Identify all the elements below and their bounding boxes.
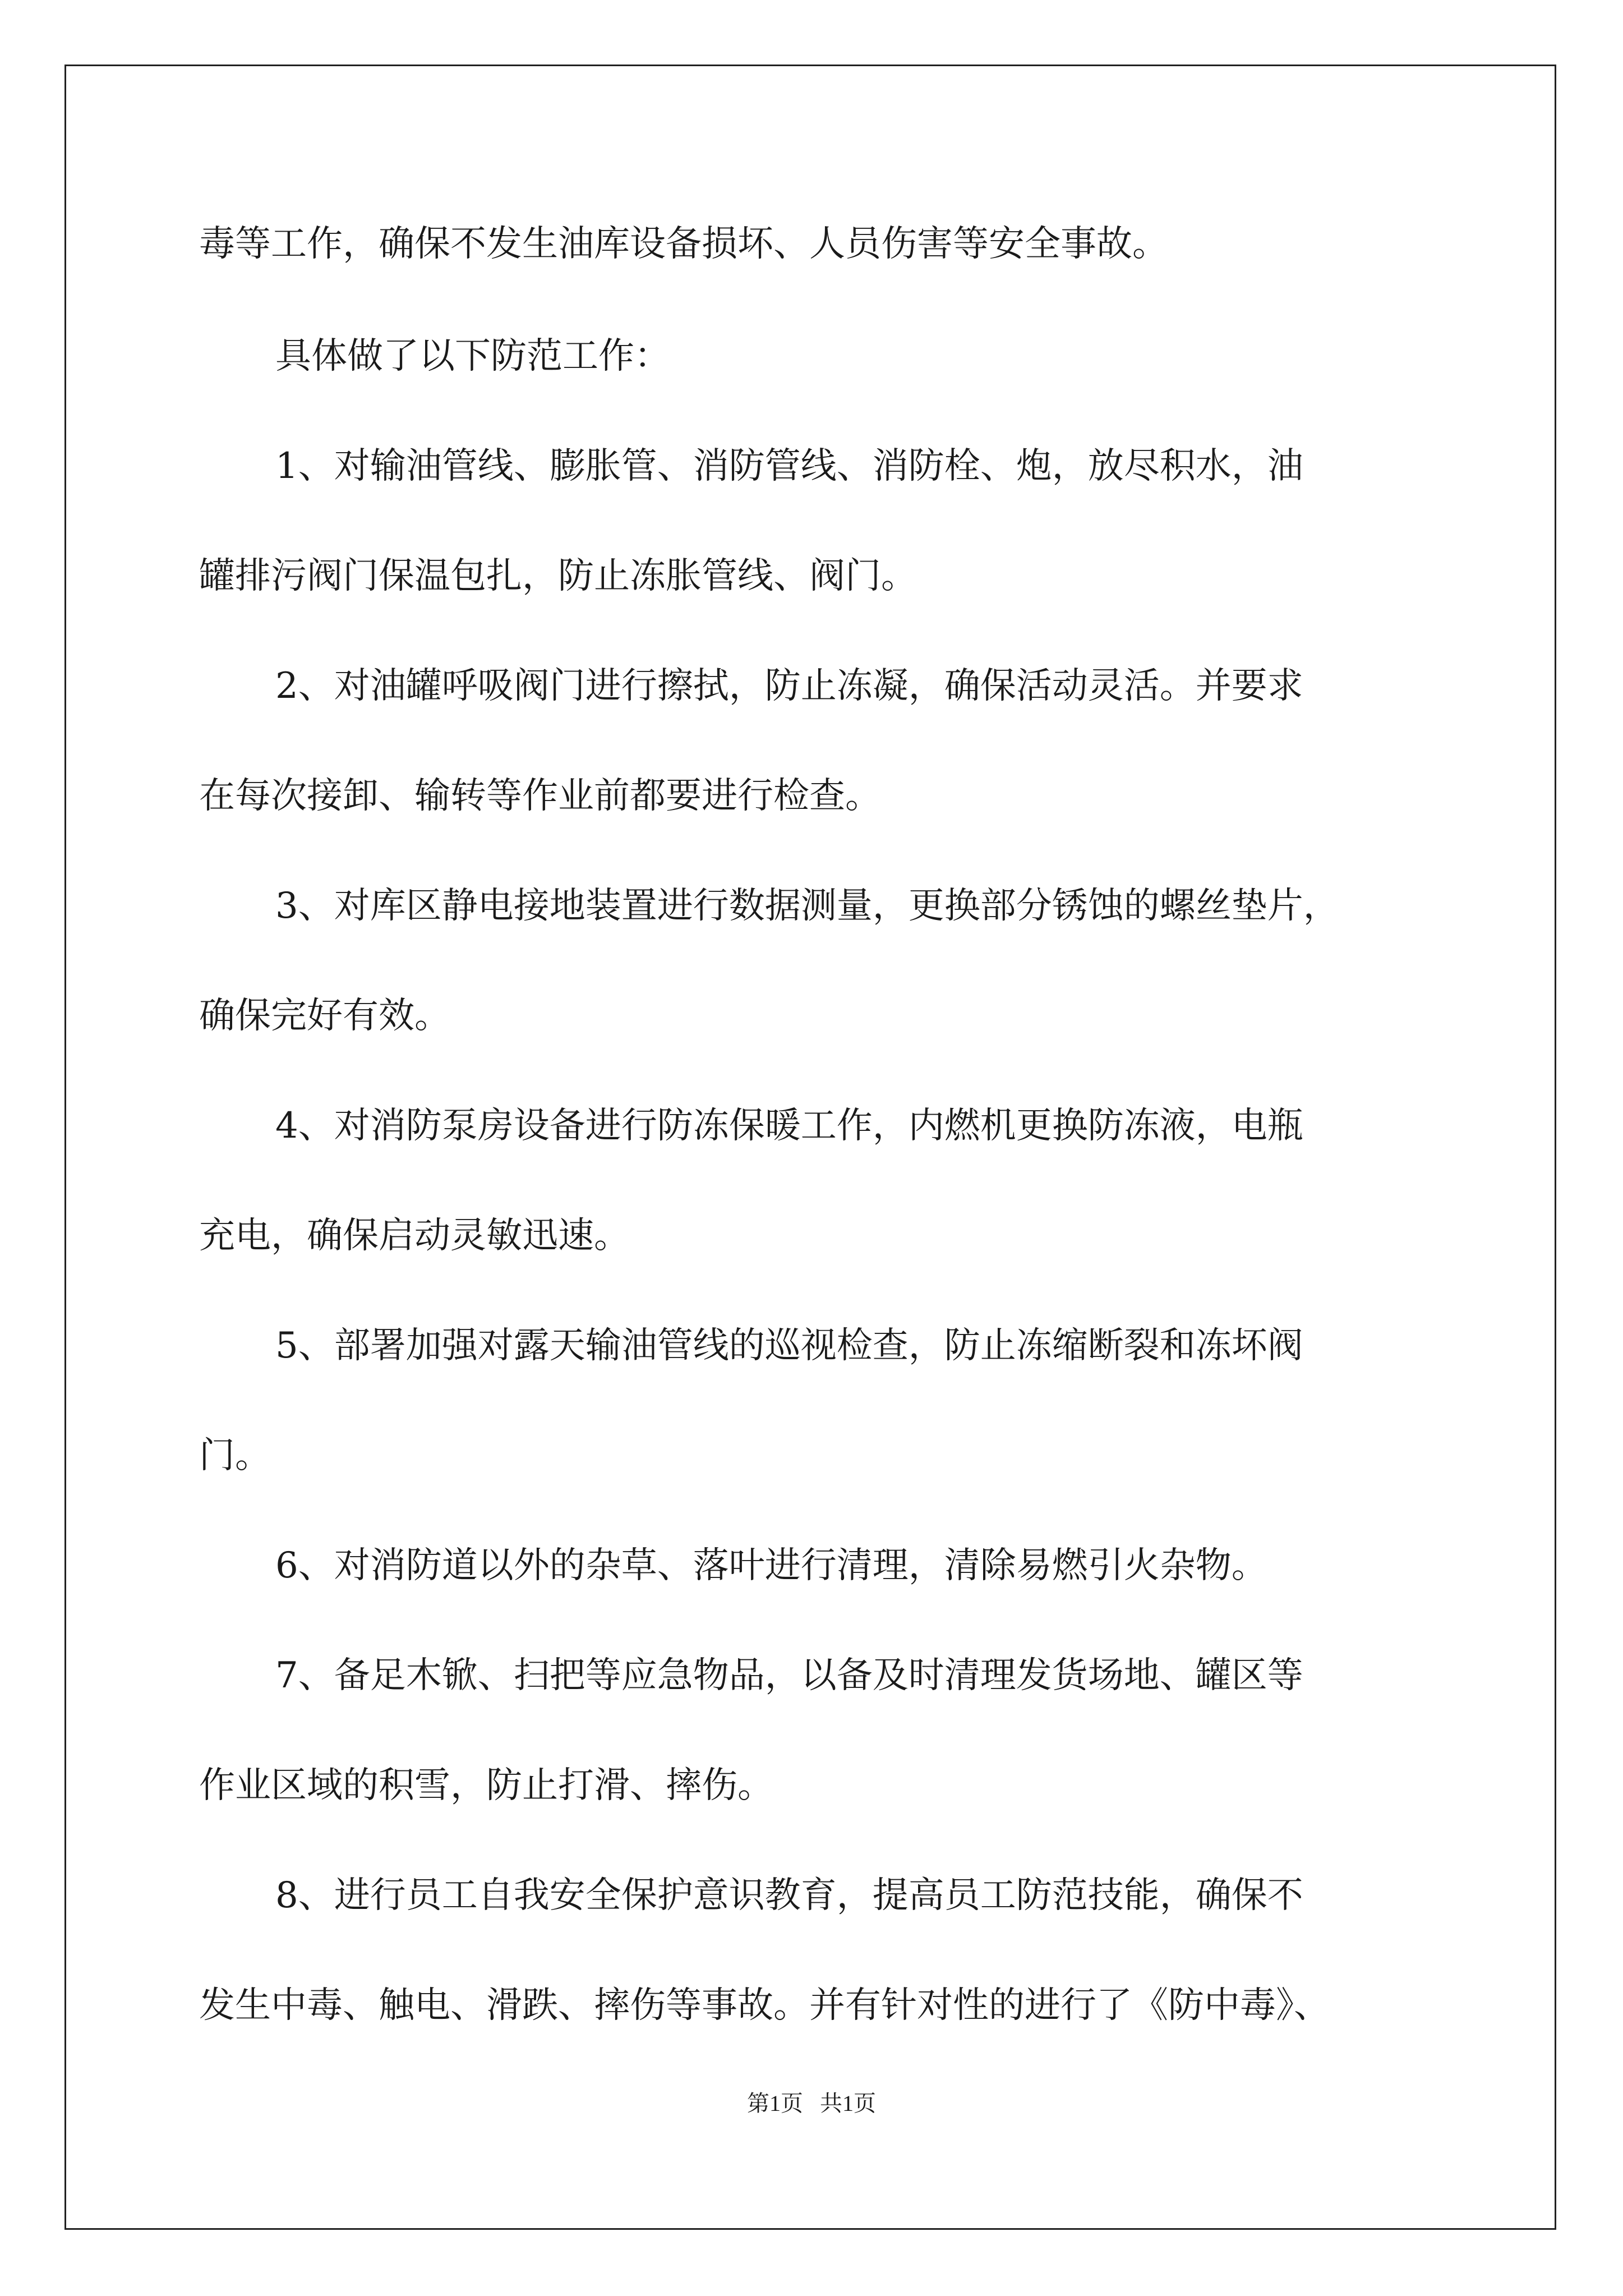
text-line-14: 7、备足木锨、扫把等应急物品，以备及时清理发货场地、罐区等 (275, 1655, 1303, 1696)
text-line-8: 确保完好有效。 (199, 995, 450, 1037)
text-line-15: 作业区域的积雪，防止打滑、摔伤。 (199, 1765, 773, 1806)
text-line-5: 2、对油罐呼吸阀门进行擦拭，防止冻凝，确保活动灵活。并要求 (275, 665, 1303, 707)
text-line-2: 具体做了以下防范工作： (275, 335, 670, 377)
text-line-10: 充电，确保启动灵敏迅速。 (199, 1215, 630, 1257)
text-line-6: 在每次接卸、输转等作业前都要进行检查。 (199, 775, 881, 817)
text-line-16: 8、进行员工自我安全保护意识教育，提高员工防范技能，确保不 (275, 1875, 1303, 1916)
text-line-12: 门。 (199, 1435, 271, 1476)
text-line-7: 3、对库区静电接地装置进行数据测量，更换部分锈蚀的螺丝垫片， (275, 885, 1339, 927)
text-line-11: 5、部署加强对露天输油管线的巡视检查，防止冻缩断裂和冻坏阀 (275, 1325, 1303, 1366)
text-line-13: 6、对消防道以外的杂草、落叶进行清理，清除易燃引火杂物。 (275, 1545, 1267, 1586)
text-line-1: 毒等工作，确保不发生油库设备损坏、人员伤害等安全事故。 (199, 223, 1168, 265)
text-line-3: 1、对输油管线、膨胀管、消防管线、消防栓、炮，放尽积水，油 (275, 445, 1303, 487)
page-number-footer: 第1页 共1页 (747, 2091, 876, 2116)
text-line-4: 罐排污阀门保温包扎，防止冻胀管线、阀门。 (199, 555, 917, 597)
text-line-17: 发生中毒、触电、滑跌、摔伤等事故。并有针对性的进行了《防中毒》、 (199, 1985, 1330, 2026)
text-line-9: 4、对消防泵房设备进行防冻保暖工作，内燃机更换防冻液，电瓶 (275, 1105, 1303, 1147)
